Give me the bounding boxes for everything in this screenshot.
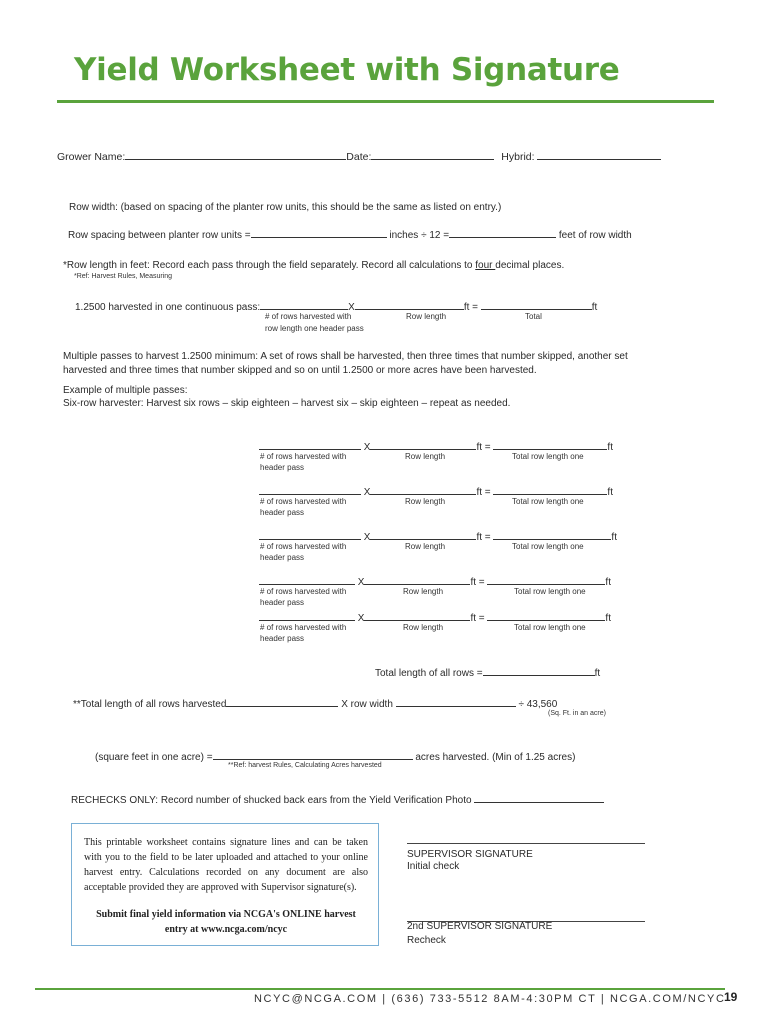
pass-rows-field[interactable] — [259, 610, 355, 621]
rechecks-field[interactable] — [474, 792, 604, 803]
pass-caption-rows2: header pass — [260, 463, 305, 472]
grower-name-label: Grower Name: — [57, 151, 126, 163]
pass-ft-eq: ft = — [476, 442, 491, 453]
pass-length-field[interactable] — [370, 529, 476, 540]
pass-caption-rows2: header pass — [260, 508, 305, 517]
harvested-field[interactable] — [226, 696, 338, 707]
page-title: Yield Worksheet with Signature — [74, 52, 620, 88]
hybrid-label: Hybrid: — [501, 151, 535, 163]
pass-ft: ft — [611, 532, 617, 543]
pass-rows-field[interactable] — [259, 574, 355, 585]
second-supervisor-label — [407, 921, 552, 932]
one-pass-caption-rows2: row length one header pass — [265, 324, 364, 333]
pass-ft: ft — [605, 613, 611, 624]
pass-caption-total: Total row length one — [514, 623, 586, 632]
acres-field[interactable] — [213, 749, 413, 760]
pass-ft: ft — [605, 577, 611, 588]
inches-label: inches ÷ 12 = — [389, 230, 450, 241]
pass-length-field[interactable] — [364, 574, 470, 585]
multiple-passes-text-1: Multiple passes to harvest 1.2500 minimum: A set of rows shall be harvested, then three times that number skipped, another set — [63, 351, 628, 362]
acres-ref: **Ref: harvest Rules, Calculating Acres harvested — [228, 762, 382, 769]
pass-x: X — [363, 442, 371, 453]
note-box-bold-text: Submit final yield information via NCGA's ONLINE harvest entry at www.ncga.com/ncyc — [96, 909, 356, 935]
total-length-ft: ft — [594, 668, 601, 679]
acres-line — [95, 749, 575, 763]
one-pass-ft-eq: ft = — [463, 302, 478, 313]
acres-label: acres harvested. (Min of 1.25 acres) — [415, 752, 576, 763]
harvested-label: **Total length of all rows harvested — [73, 699, 227, 710]
pass-total-field[interactable] — [487, 610, 605, 621]
row-width-heading: Row width: (based on spacing of the planter row units, this should be the same as listed on entry.) — [69, 202, 502, 213]
note-box — [71, 823, 379, 946]
one-pass-ft: ft — [591, 302, 598, 313]
pass-caption-total: Total row length one — [512, 452, 584, 461]
pass-ft-eq: ft = — [476, 532, 491, 543]
pass-caption-length: Row length — [405, 542, 446, 551]
divide-label: ÷ 43,560 — [518, 699, 558, 710]
pass-length-field[interactable] — [364, 610, 470, 621]
pass-length-field[interactable] — [370, 439, 476, 450]
pass-ft-eq: ft = — [476, 487, 491, 498]
one-pass-caption-length: Row length — [406, 312, 447, 321]
row-length-heading-underlined: four — [475, 260, 496, 271]
pass-x: X — [363, 532, 371, 543]
hybrid-field[interactable] — [537, 149, 661, 160]
pass-total-field[interactable] — [493, 484, 607, 495]
multiple-passes-text-2: harvested and three times that number skipped and so on until 1.2500 or more acres have been harvested. — [63, 365, 537, 376]
pass-ft: ft — [607, 487, 613, 498]
harvested-line — [73, 696, 557, 710]
grower-line — [57, 149, 661, 163]
pass-x: X — [363, 487, 371, 498]
date-field[interactable] — [371, 149, 494, 160]
supervisor-signature-line[interactable] — [407, 843, 645, 844]
pass-total-field[interactable] — [493, 439, 607, 450]
pass-rows-field[interactable] — [259, 529, 361, 540]
one-pass-caption-rows: # of rows harvested with — [265, 312, 352, 321]
pass-caption-rows: # of rows harvested with — [260, 542, 347, 551]
pass-caption-length: Row length — [403, 587, 444, 596]
pass-caption-total: Total row length one — [512, 542, 584, 551]
pass-caption-rows: # of rows harvested with — [260, 587, 347, 596]
recheck-label: Recheck — [407, 935, 446, 946]
pass-ft-eq: ft = — [470, 613, 485, 624]
one-pass-line — [75, 299, 597, 313]
pass-caption-rows: # of rows harvested with — [260, 623, 347, 632]
feet-label: feet of row width — [558, 230, 632, 241]
pass-caption-rows2: header pass — [260, 598, 305, 607]
title-divider — [57, 100, 714, 103]
second-sup: 2nd — [407, 921, 424, 932]
example-label: Example of multiple passes: — [63, 385, 188, 396]
row-length-heading-post: decimal places. — [495, 260, 565, 271]
pass-total-field[interactable] — [493, 529, 611, 540]
pass-caption-length: Row length — [405, 497, 446, 506]
pass-ft: ft — [607, 442, 613, 453]
row-spacing-field[interactable] — [251, 227, 387, 238]
one-pass-x: X — [348, 302, 355, 313]
total-length-line — [375, 665, 600, 679]
rechecks-line — [71, 792, 604, 806]
one-pass-label: 1.2500 harvested in one continuous pass: — [75, 302, 261, 313]
row-length-heading-pre: *Row length in feet: Record each pass through the field separately. Record all calculations to — [63, 260, 476, 271]
pass-x: X — [357, 577, 365, 588]
row-length-heading — [63, 260, 564, 271]
pass-ft-eq: ft = — [470, 577, 485, 588]
sqft-note: (Sq. Ft. in an acre) — [548, 710, 606, 717]
pass-caption-total: Total row length one — [512, 497, 584, 506]
row-width-product-field[interactable] — [396, 696, 516, 707]
page-number: 19 — [724, 990, 738, 1004]
pass-caption-rows: # of rows harvested with — [260, 452, 347, 461]
pass-caption-rows: # of rows harvested with — [260, 497, 347, 506]
pass-caption-rows2: header pass — [260, 634, 305, 643]
grower-name-field[interactable] — [125, 149, 346, 160]
sqft-label: (square feet in one acre) = — [95, 752, 213, 763]
one-pass-length-field[interactable] — [355, 299, 464, 310]
pass-caption-rows2: header pass — [260, 553, 305, 562]
pass-rows-field[interactable] — [259, 484, 361, 495]
supervisor-signature-label: SUPERVISOR SIGNATURE — [407, 849, 533, 860]
second-supervisor-text: SUPERVISOR SIGNATURE — [423, 921, 553, 932]
pass-rows-field[interactable] — [259, 439, 361, 450]
pass-caption-length: Row length — [405, 452, 446, 461]
one-pass-caption-total: Total — [525, 312, 542, 321]
one-pass-rows-field[interactable] — [260, 299, 348, 310]
row-spacing-line — [68, 227, 632, 241]
pass-total-field[interactable] — [487, 574, 605, 585]
footer-contact: NCYC@NCGA.COM | (636) 733-5512 8AM-4:30PM CT | NCGA.COM/NCYC — [254, 993, 726, 1005]
pass-caption-length: Row length — [403, 623, 444, 632]
note-box-text: This printable worksheet contains signature lines and can be taken with you to the field to be later uploaded and attached to your online harvest entry. Calculations recorded on any document are also acceptable provided they are approved with Supervisor signature(s). — [84, 837, 368, 893]
pass-x: X — [357, 613, 365, 624]
row-length-ref: *Ref: Harvest Rules, Measuring — [74, 273, 173, 280]
example-text: Six-row harvester: Harvest six rows – skip eighteen – harvest six – skip eighteen – repeat as needed. — [63, 398, 511, 409]
row-width-feet-field[interactable] — [449, 227, 556, 238]
one-pass-total-field[interactable] — [481, 299, 592, 310]
rechecks-label: RECHECKS ONLY: Record number of shucked back ears from the Yield Verification Photo — [71, 795, 472, 806]
row-spacing-label: Row spacing between planter row units = — [68, 230, 251, 241]
date-label: Date: — [346, 151, 372, 163]
footer-divider — [35, 988, 725, 990]
total-length-field[interactable] — [483, 665, 595, 676]
pass-length-field[interactable] — [370, 484, 476, 495]
initial-check-label: Initial check — [407, 861, 460, 872]
total-length-label: Total length of all rows = — [375, 668, 483, 679]
x-row-width-label: X row width — [341, 699, 393, 710]
pass-caption-total: Total row length one — [514, 587, 586, 596]
